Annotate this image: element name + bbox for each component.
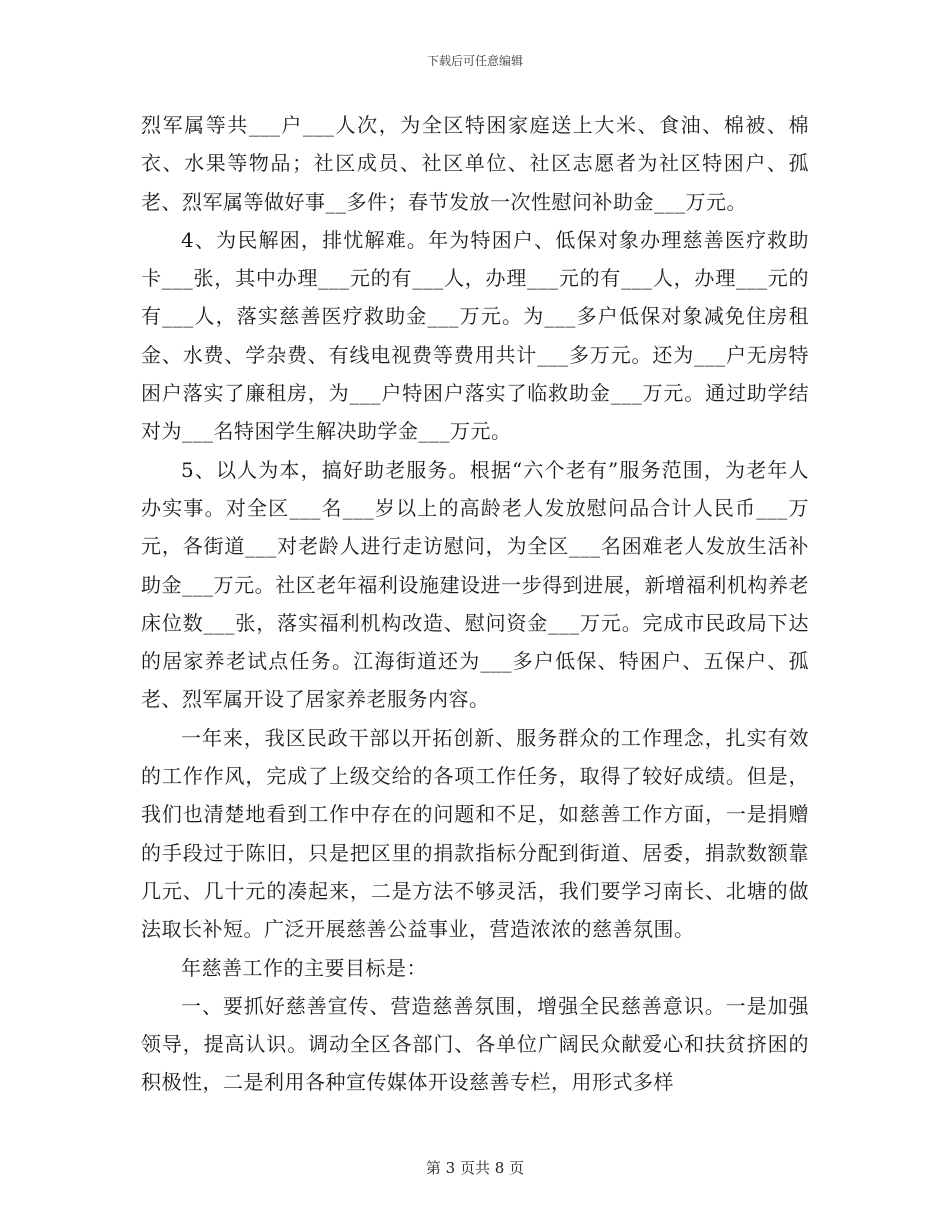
paragraph-continuation: 烈军属等共___户___人次，为全区特困家庭送上大米、食油、棉被、棉衣、水果等物品；社区成员、社区单位、社区志愿者为社区特困户、孤老、烈军属等做好事__多件；春节发放一次性慰问补助金___万元。 [141, 113, 809, 214]
paragraph-item-5: 5、以人为本，搞好助老服务。根据“六个老有”服务范围，为老年人办实事。对全区___名___岁以上的高龄老人发放慰问品合计人民币___万元，各街道___对老龄人进行走访慰问，为全区___名困难老人发放生活补助金___万元。社区老年福利设施建设进一步得到进展，新增福利机构养老床位数___张，落实福利机构改造、慰问资金___万元。完成市民政局下达的居家养老试点任务。江海街道还为___多户低保、特困户、五保户、孤老、烈军属开设了居家养老服务内容。 [141, 457, 809, 712]
page-header: 下载后可任意编辑 [426, 54, 523, 68]
page-footer: 第 3 页共 8 页 [425, 1159, 525, 1177]
paragraph-goals-heading: 年慈善工作的主要目标是： [181, 955, 427, 980]
document-body [141, 106, 809, 1102]
paragraph-goal-1: 一、要抓好慈善宣传、营造慈善氛围，增强全民慈善意识。一是加强领导，提高认识。调动全区各部门、各单位广阔民众献爱心和扶贫挤困的积极性，二是利用各种宣传媒体开设慈善专栏，用形式多样 [141, 993, 809, 1095]
paragraph-item-4: 4、为民解困，排忧解难。年为特困户、低保对象办理慈善医疗救助卡___张，其中办理___元的有___人，办理___元的有___人，办理___元的有___人，落实慈善医疗救助金___万元。为___多户低保对象减免住房租金、水费、学杂费、有线电视费等费用共计___多万元。还为___户无房特困户落实了廉租房，为___户特困户落实了临救助金___万元。通过助学结对为___名特困学生解决助学金___万元。 [141, 227, 809, 444]
paragraph-summary: 一年来，我区民政干部以开拓创新、服务群众的工作理念，扎实有效的工作作风，完成了上级交给的各项工作任务，取得了较好成绩。但是，我们也清楚地看到工作中存在的问题和不足，如慈善工作方面，一是捐赠的手段过于陈旧，只是把区里的捐款指标分配到街道、居委，捐款数额靠几元、几十元的凑起来，二是方法不够灵活，我们要学习南长、北塘的做法取长补短。广泛开展慈善公益事业，营造浓浓的慈善氛围。 [141, 725, 809, 942]
